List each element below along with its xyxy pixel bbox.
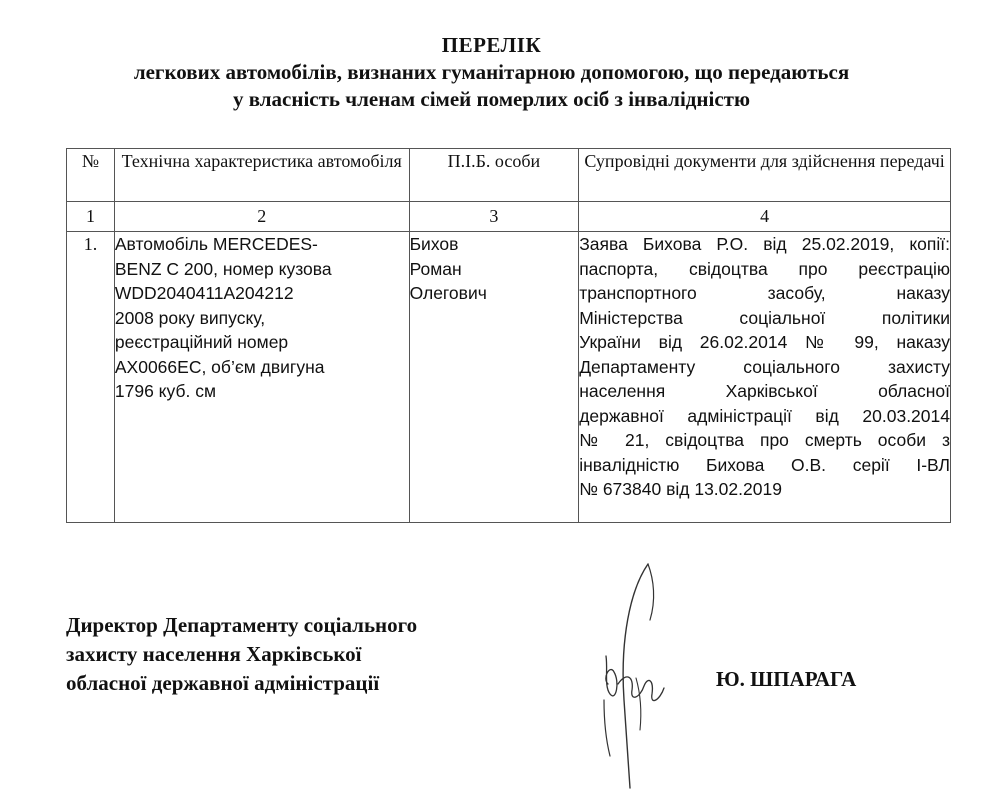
documents-line: України від 26.02.2014 № 99, наказу bbox=[579, 332, 950, 352]
title-heading: ПЕРЕЛІК bbox=[441, 33, 542, 57]
supporting-documents bbox=[579, 232, 951, 523]
vehicle-line: 1796 куб. см bbox=[114, 381, 216, 401]
person-name bbox=[409, 232, 579, 523]
table-header-row bbox=[67, 149, 951, 202]
signatory-position-line: захисту населення Харківської bbox=[66, 642, 362, 666]
documents-line: № 673840 від 13.02.2019 bbox=[579, 479, 782, 499]
documents-line: Міністерства соціальної політики bbox=[579, 307, 950, 328]
column-number-row bbox=[67, 202, 951, 232]
header-documents: Супровідні документи для здійснення передачі bbox=[579, 149, 951, 202]
row-number: 1. bbox=[67, 232, 115, 523]
documents-line: державної адміністрації від 20.03.2014 bbox=[579, 405, 950, 426]
vehicle-line: BENZ C 200, номер кузова bbox=[114, 258, 332, 279]
signatory-position bbox=[66, 611, 417, 698]
column-number: 3 bbox=[409, 202, 579, 232]
vehicle-line: Автомобіль MERCEDES- bbox=[114, 234, 318, 254]
signatory-position-line: Директор Департаменту соціального bbox=[66, 613, 418, 637]
vehicle-line: AX0066EC, об’єм двигуна bbox=[114, 356, 325, 377]
column-number: 2 bbox=[114, 202, 409, 232]
document-title bbox=[0, 32, 983, 113]
vehicle-line: реєстраційний номер bbox=[114, 332, 289, 352]
documents-line: № 21, свідоцтва про смерть особи з bbox=[579, 430, 950, 450]
handwritten-signature bbox=[590, 560, 680, 792]
column-number: 1 bbox=[67, 202, 115, 232]
header-vehicle: Технічна характеристика автомобіля bbox=[114, 149, 409, 202]
header-number: № bbox=[67, 149, 115, 202]
documents-line: Департаменту соціального захисту bbox=[579, 356, 950, 377]
documents-line: транспортного засобу, наказу bbox=[579, 283, 950, 303]
vehicle-description bbox=[114, 232, 409, 523]
column-number: 4 bbox=[579, 202, 951, 232]
vehicle-line: 2008 року випуску, bbox=[114, 307, 266, 328]
title-subtitle-line-2: у власність членам сімей померлих осіб з інвалідністю bbox=[232, 87, 751, 111]
documents-line: населення Харківської обласної bbox=[579, 381, 950, 401]
vehicle-line: WDD2040411A204212 bbox=[114, 283, 294, 303]
signatory-position-line: обласної державної адміністрації bbox=[66, 671, 380, 695]
documents-line: Заява Бихова Р.О. від 25.02.2019, копії: bbox=[579, 234, 950, 254]
title-subtitle-line-1: легкових автомобілів, визнаних гуманітарною допомогою, що передаються bbox=[133, 60, 850, 84]
signatory-name: Ю. ШПАРАГА bbox=[716, 667, 857, 691]
table-row bbox=[67, 232, 951, 523]
header-person: П.І.Б. особи bbox=[409, 149, 579, 202]
vehicle-list-table bbox=[66, 148, 951, 523]
documents-line: інвалідністю Бихова О.В. серії І-ВЛ bbox=[579, 454, 950, 475]
documents-line: паспорта, свідоцтва про реєстрацію bbox=[579, 258, 950, 279]
person-name-line: Олегович bbox=[409, 283, 487, 303]
person-name-line: Роман bbox=[409, 258, 462, 279]
person-name-line: Бихов bbox=[409, 234, 459, 254]
